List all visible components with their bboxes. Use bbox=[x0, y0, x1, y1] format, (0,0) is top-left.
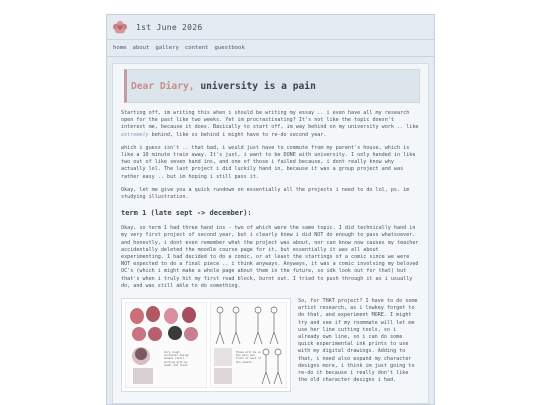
paragraph-1-emphasis: extremely bbox=[121, 131, 149, 138]
post-paragraph-3: Okay, let me give you a quick rundown on essentially all the projects i need to do lol, ps. im studying illustration. bbox=[121, 186, 410, 201]
nav-link-home[interactable]: home bbox=[113, 45, 127, 51]
nav-link-guestbook[interactable]: guestbook bbox=[214, 45, 245, 51]
nav-link-content[interactable]: content bbox=[184, 45, 209, 51]
page-container bbox=[106, 14, 435, 405]
post-paragraph-2: which i guess isn't .. that bad, i would just have to commute from my parent's house, which is like a 10 minute train away. It's just, i want to be DONE with university. I only handed in like two out of like seven hand ins, and one of those i failed because, i dont really know why actually lol. The last project i did luckily hand in, because it was a group project and was rather easy .. but im hoping i still pass it. bbox=[121, 144, 416, 180]
top-nav bbox=[107, 40, 434, 57]
post-title-rest: university is a pain bbox=[194, 80, 316, 92]
site-header bbox=[107, 15, 434, 40]
post-paragraph-4: Okay, so term 1 had three hand ins - two of which were the same topic. I did technically hand in my very first project of second year, but i clearly knew i did NOT do enough to pass whatsoever. and honestly, i dont even remember what the project was about, nor can know now causes my teacher accidentally deleted the moodle course page for it, but essentially it was all about experimenting. I had decided to do a comic, or at least the startings of a comic since we were NOT expected to do a final piece .. i think anyways. Anyways, it was a comic involving my beloved OC's (which i might make a whole page about them in the future, so idk look out for that) but that's when i truly hit my first road block, burnt out. I tried to push through it as i usually do, and was still able to do something. bbox=[121, 225, 419, 289]
character-sketch-page-left bbox=[125, 302, 207, 388]
paragraph-1-text-a: Starting off, im writing this when i should be writing my essay .. i even have all my research open for the past like two weeks. Yet im procrastinating? It's not like the topic doesn't interest me, because it does. Basically to start off, im way behind on my university work .. like bbox=[121, 110, 419, 131]
media-row bbox=[121, 298, 420, 392]
term-1-heading: term 1 (late sept -> december): bbox=[121, 209, 252, 218]
post-title-prefix: Dear Diary, bbox=[131, 80, 195, 92]
collage-caption-1: Very rough character design sheets (still working with my head) and faces. bbox=[164, 351, 189, 367]
collage-caption-2: These will be on the main and front of each of the sheets. bbox=[236, 351, 261, 364]
post-title bbox=[131, 81, 316, 92]
site-date-title: 1st June 2026 bbox=[136, 22, 203, 32]
nav-link-about[interactable]: about bbox=[132, 45, 150, 51]
flower-logo-icon bbox=[112, 20, 128, 34]
post-paragraph-5: So, for THAT project? I have to do some artist research, as i lowkey forget to do that, and experiment MORE. I might try and see if my roommate will let me use her line cutting tools, so i already own line, so i can do some quick experimental ink prints to use with my digital drawings. Adding to that, i need also expand my character designs more, i think im just going to re-do it because i really don't like the old character designs i had. bbox=[298, 298, 418, 384]
post-paragraph-1 bbox=[121, 110, 420, 139]
nav-link-gallery[interactable]: gallery bbox=[155, 45, 179, 51]
sketchbook-collage-image[interactable] bbox=[121, 298, 291, 392]
character-sketch-page-right bbox=[210, 302, 287, 388]
post-title-box bbox=[124, 69, 420, 103]
paragraph-1-text-b: behind, like ss behind i might have to re-do second year. bbox=[148, 131, 327, 138]
post-content bbox=[112, 63, 429, 404]
